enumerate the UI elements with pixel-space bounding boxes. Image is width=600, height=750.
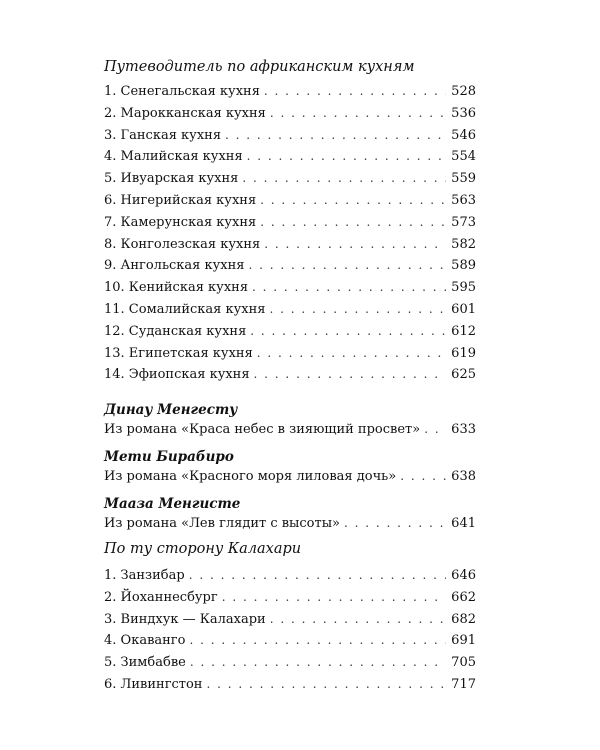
- dot-leader: [257, 343, 446, 364]
- toc-entry-title: 7. Камерунская кухня: [104, 214, 257, 230]
- toc-entry-title: 13. Египетская кухня: [104, 345, 253, 361]
- toc-entry-page-number: 573: [451, 214, 476, 230]
- toc-entry-title: 8. Конголезская кухня: [104, 236, 261, 252]
- toc-entry-page-number: 563: [451, 192, 476, 208]
- dot-leader: [189, 565, 446, 586]
- section-kalahari: [104, 539, 476, 696]
- toc-list: [104, 565, 476, 696]
- toc-entry-title: Из романа «Краса небес в зияющий просвет»: [104, 422, 421, 437]
- toc-entry-page-number: 705: [451, 655, 476, 671]
- toc-entry-page-number: 625: [451, 367, 476, 383]
- toc-entry[interactable]: [104, 419, 476, 441]
- toc-entry-page-number: 638: [451, 468, 476, 484]
- dot-leader: [250, 321, 446, 342]
- dot-leader: [247, 146, 446, 167]
- toc-entry-title: 2. Йоханнесбург: [104, 589, 218, 605]
- toc-entry[interactable]: [104, 565, 476, 587]
- toc-entry-page-number: 528: [451, 84, 476, 99]
- toc-entry[interactable]: [104, 609, 476, 631]
- toc-entry-page-number: 717: [451, 676, 476, 692]
- dot-leader: [270, 299, 447, 320]
- toc-entry-page-number: 646: [451, 568, 476, 583]
- dot-leader: [270, 103, 446, 124]
- toc-entry-title: 3. Виндхук — Калахари: [104, 611, 266, 627]
- toc-entry-title: 5. Ивуарская кухня: [104, 171, 239, 187]
- toc-entry[interactable]: [104, 277, 476, 299]
- dot-leader: [254, 364, 446, 385]
- section-heading: По ту сторону Калахари: [104, 541, 302, 557]
- dot-leader: [270, 609, 446, 630]
- toc-entry-title: 14. Эфиопская кухня: [104, 367, 250, 383]
- toc-entry[interactable]: [104, 125, 476, 147]
- toc-entry-page-number: 536: [451, 105, 476, 121]
- toc-entry[interactable]: [104, 513, 476, 535]
- toc-entry[interactable]: [104, 168, 476, 190]
- toc-entry[interactable]: [104, 81, 476, 103]
- toc-entry-page-number: 619: [451, 345, 476, 361]
- toc-entry-title: Из романа «Лев глядит с высоты»: [104, 515, 341, 531]
- toc-entry-title: 10. Кенийская кухня: [104, 280, 249, 296]
- toc-entry-title: 4. Окаванго: [104, 633, 186, 649]
- toc-entry[interactable]: [104, 146, 476, 168]
- excerpt-list: [104, 402, 476, 534]
- dot-leader: [264, 81, 446, 102]
- dot-leader: [260, 190, 446, 211]
- toc-entry-title: 9. Ангольская кухня: [104, 258, 245, 274]
- dot-leader: [264, 234, 446, 255]
- toc-entry-title: 2. Марокканская кухня: [104, 105, 266, 121]
- section-excerpts: [104, 402, 476, 542]
- dot-leader: [225, 125, 446, 146]
- toc-entry[interactable]: [104, 321, 476, 343]
- toc-entry-title: 6. Нигерийская кухня: [104, 192, 257, 208]
- toc-entry-title: Из романа «Красного моря лиловая дочь»: [104, 468, 397, 484]
- toc-entry[interactable]: [104, 630, 476, 652]
- excerpt-entry: [104, 449, 476, 488]
- toc-entry[interactable]: [104, 466, 476, 488]
- author-name: Динау Менгесту: [104, 402, 238, 418]
- dot-leader: [206, 674, 446, 695]
- toc-list: [104, 81, 476, 386]
- dot-leader: [248, 255, 446, 276]
- toc-entry-title: 6. Ливингстон: [104, 676, 203, 692]
- toc-entry[interactable]: [104, 190, 476, 212]
- toc-entry[interactable]: [104, 343, 476, 365]
- dot-leader: [260, 212, 446, 233]
- toc-entry-page-number: 554: [451, 149, 476, 165]
- toc-entry-title: 12. Суданская кухня: [104, 323, 247, 339]
- section-heading: Путеводитель по африканским кухням: [104, 59, 415, 75]
- toc-entry[interactable]: [104, 255, 476, 277]
- toc-entry-page-number: 595: [451, 280, 476, 296]
- author-name: Мааза Менгисте: [104, 495, 241, 512]
- toc-entry-title: 4. Малийская кухня: [104, 149, 243, 165]
- dot-leader: [242, 168, 446, 189]
- excerpt-entry: [104, 496, 476, 535]
- dot-leader: [222, 587, 446, 608]
- section-african-cuisines: [104, 57, 476, 386]
- excerpt-entry: [104, 402, 476, 441]
- toc-entry-page-number: 546: [451, 127, 476, 143]
- toc-entry-page-number: 601: [451, 301, 476, 317]
- toc-entry-title: 3. Ганская кухня: [104, 127, 222, 143]
- toc-entry-page-number: 559: [451, 171, 476, 187]
- toc-entry[interactable]: [104, 364, 476, 386]
- dot-leader: [400, 466, 446, 487]
- toc-entry[interactable]: [104, 212, 476, 234]
- toc-entry[interactable]: [104, 652, 476, 674]
- toc-entry[interactable]: [104, 103, 476, 125]
- toc-entry-title: 1. Занзибар: [104, 568, 185, 583]
- toc-entry[interactable]: [104, 234, 476, 256]
- toc-entry-page-number: 633: [451, 422, 476, 437]
- toc-entry-page-number: 582: [451, 236, 476, 252]
- toc-entry-title: 11. Сомалийская кухня: [104, 301, 266, 317]
- dot-leader: [189, 630, 446, 651]
- toc-entry-page-number: 641: [451, 515, 476, 531]
- toc-entry-page-number: 589: [451, 258, 476, 274]
- toc-entry[interactable]: [104, 674, 476, 696]
- dot-leader: [252, 277, 446, 298]
- toc-entry[interactable]: [104, 587, 476, 609]
- dot-leader: [190, 652, 446, 673]
- toc-entry[interactable]: [104, 299, 476, 321]
- dot-leader: [424, 419, 446, 440]
- dot-leader: [344, 513, 446, 534]
- author-name: Мети Бирабиро: [104, 448, 234, 465]
- toc-entry-page-number: 682: [451, 611, 476, 627]
- toc-entry-page-number: 691: [451, 633, 476, 649]
- toc-entry-page-number: 662: [451, 589, 476, 605]
- toc-entry-title: 5. Зимбабве: [104, 655, 186, 671]
- toc-entry-title: 1. Сенегальская кухня: [104, 84, 260, 99]
- toc-entry-page-number: 612: [451, 323, 476, 339]
